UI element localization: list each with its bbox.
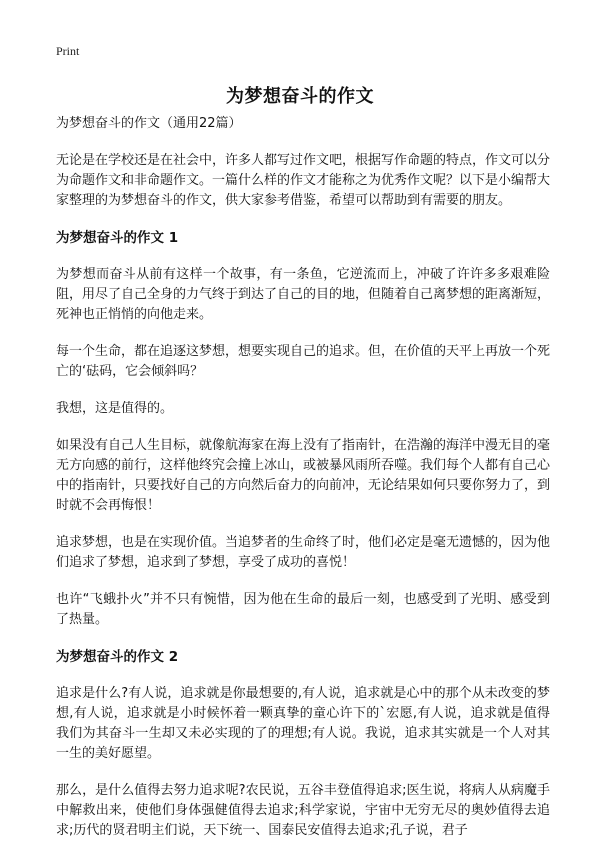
- print-link[interactable]: Print: [56, 44, 80, 58]
- essay-2-paragraph: 追求是什么?有人说，追求就是你最想要的,有人说，追求就是心中的那个从未改变的梦想,有人说，追求就是小时候怀着一颗真挚的童心许下的`宏愿,有人说，追求就是值得我们为其奋斗一生却又未必实现的了的理想;有人说。我说，追求其实就是一个人对其一生的美好愿望。: [56, 686, 550, 761]
- page-title: 为梦想奋斗的作文: [226, 86, 374, 107]
- essay-1-paragraph: 也许“飞蛾扑火”并不只有惋惜，因为他在生命的最后一刻，也感受到了光明、感受到了热量。: [56, 592, 550, 627]
- essay-1-paragraph: 追求梦想，也是在实现价值。当追梦者的生命终了时，他们必定是毫无遗憾的，因为他们追求了梦想，追求到了梦想，享受了成功的喜悦！: [56, 535, 551, 570]
- essay-1-paragraph: 我想，这是值得的。: [56, 401, 174, 416]
- essay-1-paragraph: 每一个生命，都在追逐这梦想，想要实现自己的追求。但，在价值的天平上再放一个死亡的‘砝码，它会倾斜吗？: [56, 344, 551, 379]
- essay-1-paragraph: 如果没有自己人生目标，就像航海家在海上没有了指南针，在浩瀚的海洋中漫无目的毫无方向感的前行，这样他终究会撞上冰山，或被暴风雨所吞噬。我们每个人都有自己心中的指南针，只要找好自己的方向然后奋力的向前冲，无论结果如何只要你努力了，到时就不会再悔恨！: [56, 438, 551, 513]
- intro-paragraph: 无论是在学校还是在社会中，许多人都写过作文吧，根据写作命题的特点，作文可以分为命题作文和非命题作文。一篇什么样的作文才能称之为优秀作文呢？以下是小编帮大家整理的为梦想奋斗的作文，供大家参考借鉴，希望可以帮助到有需要的朋友。: [56, 153, 551, 208]
- essay-1-paragraph: 为梦想而奋斗从前有这样一个故事，有一条鱼，它逆流而上，冲破了许许多多艰难险阻，用尽了自己全身的力气终于到达了自己的目的地，但随着自己离梦想的距离渐短，死神也正悄悄的向他走来。: [56, 267, 551, 322]
- article-body: [56, 114, 550, 858]
- essay-2-heading: 为梦想奋斗的作文 2: [56, 649, 179, 665]
- essay-2-paragraph: 那么，是什么值得去努力追求呢?农民说，五谷丰登值得追求;医生说，将病人从病魔手中解救出来，使他们身体强健值得去追求;科学家说，宇宙中无穷无尽的奥妙值得去追求;历代的贤君明主们说，天下统一、国泰民安值得去追求;孔子说，君子: [56, 783, 550, 838]
- essay-1-heading: 为梦想奋斗的作文 1: [56, 230, 179, 246]
- article-subtitle: 为梦想奋斗的作文（通用22篇）: [56, 116, 242, 131]
